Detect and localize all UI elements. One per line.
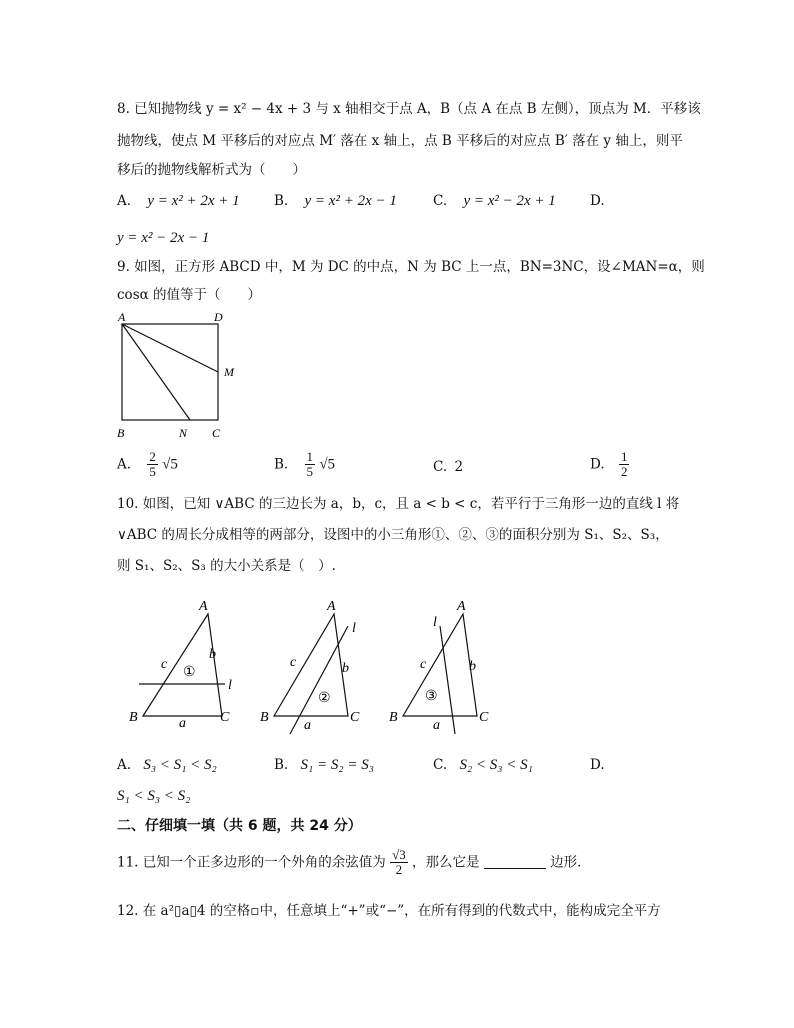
q11-fraction: $\frac{√3}{2}$	[392, 847, 406, 877]
fig2-side-a: a	[304, 718, 311, 733]
fig1-label-c-vertex: C	[220, 710, 230, 725]
fig2-mark: ②	[318, 691, 331, 706]
line-l-2	[290, 626, 348, 734]
q10-option-b[interactable]: B. S₁ = S₂ = S₃	[274, 757, 374, 773]
q11-answer-blank[interactable]	[484, 856, 546, 869]
fig3-side-a: a	[433, 718, 440, 733]
q9-option-d[interactable]: D. $\frac{1}{2}$	[590, 449, 628, 479]
square-abcd	[122, 324, 218, 420]
q10-line-2: ∨ABC 的周长分成相等的两部分，设图中的小三角形①、②、③的面积分别为 S₁、S₂、S₃，	[117, 527, 669, 543]
fig2-side-b: b	[342, 661, 349, 676]
fig2-side-c: c	[290, 655, 297, 670]
fig1-label-b-vertex: B	[129, 710, 138, 725]
label-a: A	[118, 310, 126, 324]
q9-option-b[interactable]: B. $\frac{1}{5}$ √5	[274, 449, 336, 479]
q10-option-d-expr: S₁ < S₃ < S₂	[117, 788, 191, 804]
q8-line-2: 抛物线，使点 M 平移后的对应点 M′ 落在 x 轴上，点 B 平移后的对应点 B′ 落在 y 轴上，则平	[117, 133, 683, 149]
q9-option-a[interactable]: A. $\frac{2}{5}$ √5	[117, 449, 178, 479]
q10-figure-2	[256, 596, 376, 738]
fig1-mark: ①	[183, 665, 196, 680]
label-n: N	[179, 426, 188, 440]
fig2-label-a-vertex: A	[327, 599, 336, 614]
fig1-line-l: l	[228, 678, 232, 693]
fig1-label-a-vertex: A	[199, 599, 208, 614]
q11-line: 11. 已知一个正多边形的一个外角的余弦值为 $\frac{√3}{2}$ ，那么它是 边形．	[117, 847, 591, 877]
triangle-2	[274, 614, 348, 716]
q8-option-b[interactable]: B. y = x² + 2x − 1	[274, 193, 397, 209]
fig1-side-b: b	[209, 647, 216, 662]
q12-line-1: 12. 在 a²▯a▯4 的空格▫中，任意填上“+”或“−”，在所有得到的代数式中，能构成完全平方	[117, 903, 661, 919]
q9-square-figure	[112, 306, 252, 446]
q10-option-d[interactable]: D.	[590, 757, 605, 773]
q8-line-1: 8. 已知抛物线 y = x² − 4x + 3 与 x 轴相交于点 A，B（点 A 在点 B 左侧），顶点为 M．平移该	[117, 101, 701, 117]
label-d: D	[214, 310, 223, 324]
label-m: M	[224, 365, 234, 379]
fig3-line-l: l	[433, 615, 437, 630]
q10-figure-3	[385, 596, 505, 738]
fig2-label-c-vertex: C	[350, 710, 360, 725]
fig3-side-b: b	[469, 659, 476, 674]
q10-line-3: 则 S₁、S₂、S₃ 的大小关系是（ ）.	[117, 558, 336, 574]
q9-line-2: cosα 的值等于（ ）	[117, 287, 262, 303]
fig2-line-l: l	[352, 621, 356, 636]
q10-figure-1	[125, 596, 255, 728]
label-c: C	[212, 426, 221, 440]
fig1-side-c: c	[161, 657, 168, 672]
q8-line-3: 移后的抛物线解析式为（ ）	[117, 162, 306, 178]
fig3-label-c-vertex: C	[479, 710, 489, 725]
q10-option-a[interactable]: A. S₃ < S₁ < S₂	[117, 757, 217, 773]
fig2-label-b-vertex: B	[260, 710, 269, 725]
fig3-mark: ③	[425, 689, 438, 704]
q9-option-c[interactable]: C. 2	[433, 459, 464, 475]
label-b: B	[117, 426, 125, 440]
q10-option-c[interactable]: C. S₂ < S₃ < S₁	[433, 757, 533, 773]
q8-option-d[interactable]: D.	[590, 193, 605, 209]
q8-option-d-expr: y = x² − 2x − 1	[117, 230, 210, 246]
fig1-side-a: a	[179, 716, 186, 728]
fig3-label-b-vertex: B	[389, 710, 398, 725]
q10-line-1: 10. 如图，已知 ∨ABC 的三边长为 a，b，c，且 a < b < c，若平行于三角形一边的直线 l 将	[117, 496, 680, 512]
q8-option-c[interactable]: C. y = x² − 2x + 1	[433, 193, 556, 209]
q9-line-1: 9. 如图，正方形 ABCD 中，M 为 DC 的中点，N 为 BC 上一点，BN=3NC，设∠MAN=α，则	[117, 259, 705, 275]
section-2-heading: 二、仔细填一填（共 6 题，共 24 分）	[117, 818, 362, 834]
q8-option-a[interactable]: A. y = x² + 2x + 1	[117, 193, 240, 209]
fig3-side-c: c	[420, 657, 427, 672]
fig3-label-a-vertex: A	[457, 599, 466, 614]
segment-am	[122, 324, 218, 372]
segment-an	[122, 324, 190, 420]
line-l-3	[440, 626, 455, 734]
